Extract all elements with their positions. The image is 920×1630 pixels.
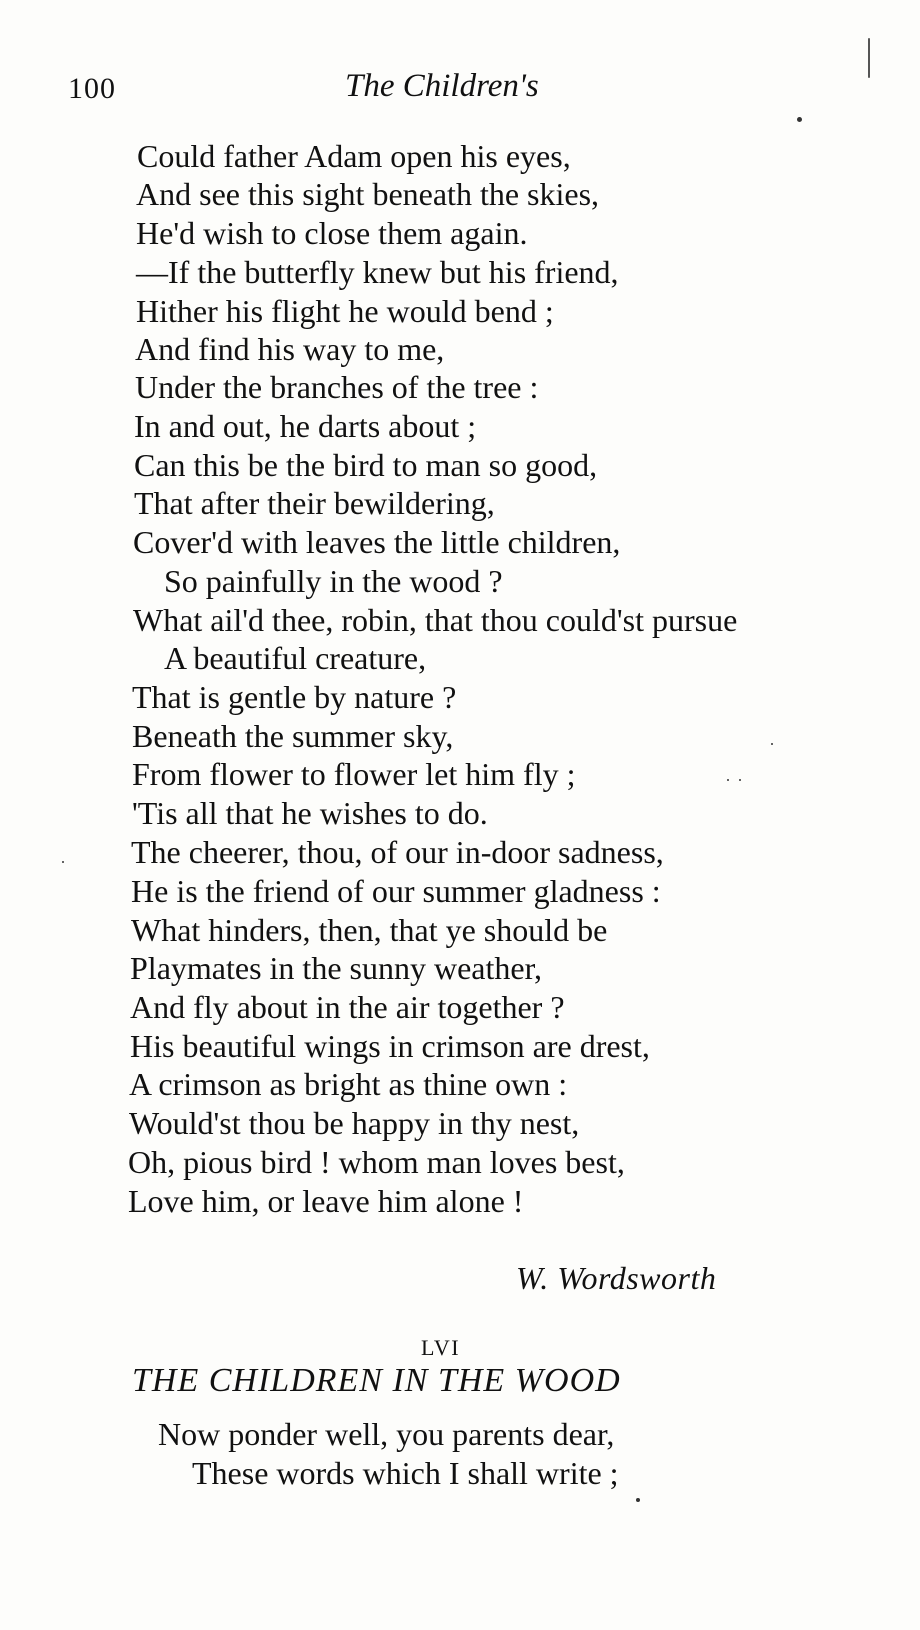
poem-line: From flower to flower let him fly ; [132,756,576,792]
poem-line: Now ponder well, you parents dear, [158,1416,615,1452]
poem-line: He is the friend of our summer gladness : [131,873,661,909]
running-title: The Children's [345,68,539,104]
poem-line: These words which I shall write ; [192,1455,619,1491]
page-number: 100 [68,72,116,105]
poem-line: —If the butterfly knew but his friend, [136,254,619,290]
poem-line: Love him, or leave him alone ! [128,1183,524,1219]
poem-line: His beautiful wings in crimson are drest, [130,1028,650,1064]
section-number: LVI [421,1335,461,1360]
poem-line: And find his way to me, [135,331,445,367]
scan-speck [636,1498,640,1502]
poem-line: And fly about in the air together ? [130,989,565,1025]
scan-speck [727,779,729,781]
poem-line: Oh, pious bird ! whom man loves best, [128,1144,625,1180]
poem-line: 'Tis all that he wishes to do. [132,795,488,831]
poem-line: Hither his flight he would bend ; [136,293,554,329]
poem-line: In and out, he darts about ; [134,408,477,444]
poem-line: What ail'd thee, robin, that thou could'st pursue [133,602,738,638]
poem-line: That is gentle by nature ? [132,679,457,715]
scan-speck [797,117,802,122]
section-title: THE CHILDREN IN THE WOOD [132,1362,621,1399]
poem-line: A beautiful creature, [164,640,427,676]
poem-line: So painfully in the wood ? [164,563,503,599]
scan-speck [868,38,870,78]
scan-speck [771,743,773,745]
poem-attribution: W. Wordsworth [516,1260,717,1296]
poem-line: Can this be the bird to man so good, [134,447,598,483]
poem-line: Beneath the summer sky, [132,718,454,754]
scan-speck [739,779,741,781]
poem-line: The cheerer, thou, of our in-door sadness, [131,834,664,870]
poem-line: And see this sight beneath the skies, [136,176,600,212]
poem-line: Under the branches of the tree : [135,369,539,405]
poem-line: That after their bewildering, [134,485,495,521]
scan-speck [62,861,64,863]
poem-line: Could father Adam open his eyes, [137,138,571,174]
poem-line: A crimson as bright as thine own : [129,1066,568,1102]
poem-line: He'd wish to close them again. [136,215,528,251]
poem-line: Playmates in the sunny weather, [130,950,542,986]
poem-line: Cover'd with leaves the little children, [133,524,621,560]
poem-line: Would'st thou be happy in thy nest, [129,1105,580,1141]
poem-line: What hinders, then, that ye should be [131,912,608,948]
